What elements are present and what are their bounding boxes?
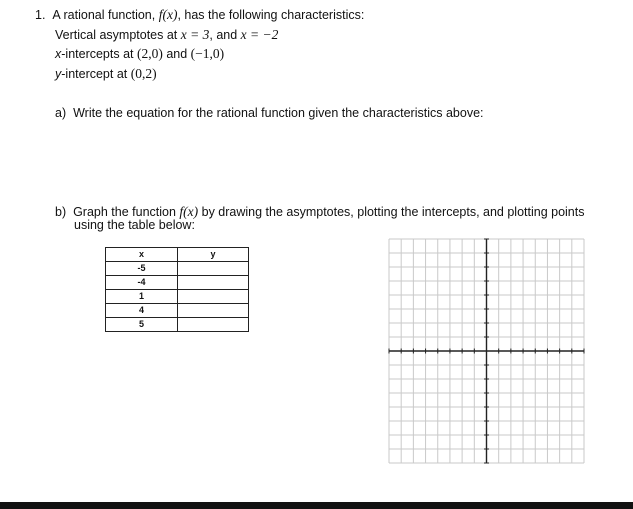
table-header-y: y [178,248,249,262]
asymptotes-label: Vertical asymptotes at [55,28,181,42]
asymptote-eq-1: x = 3 [180,27,210,42]
table-row [106,318,249,332]
problem-line-1 [35,7,364,23]
xint-var: x [55,47,62,61]
yint-var: y [55,67,62,81]
table-cell-y[interactable] [178,262,249,276]
table-cell-y[interactable] [178,318,249,332]
function-notation: f(x) [158,7,178,22]
table-row [106,276,249,290]
values-table [105,247,249,332]
axes [389,239,584,463]
yint-label: -intercept at [61,67,131,81]
table-cell-y[interactable] [178,276,249,290]
problem-number: 1. [35,8,46,22]
table-cell-x: -4 [106,276,178,290]
part-b-prompt-line-2 [74,218,195,233]
part-b-text-pre: Graph the function [73,205,180,219]
vertical-asymptotes-line [55,27,278,43]
xint-point-2: (−1,0) [190,46,225,61]
part-b-text-line2: using the table below: [74,218,195,232]
asymptote-eq-2: x = −2 [240,27,279,42]
problem-intro-post: , has the following characteristics: [177,8,365,22]
x-intercepts-line [55,46,224,62]
part-b-text-post: by drawing the asymptotes, plotting the intercepts, and plotting points [198,205,585,219]
table-cell-y[interactable] [178,304,249,318]
table-cell-x: 1 [106,290,178,304]
table-row [106,290,249,304]
part-a-text: Write the equation for the rational function given the characteristics above: [73,106,484,120]
table-header-row [106,248,249,262]
part-b-label: b) [55,205,67,219]
y-intercept-line [55,66,157,82]
table-cell-x: 5 [106,318,178,332]
coordinate-grid[interactable] [388,238,585,464]
problem-intro-pre: A rational function, [52,8,159,22]
table-row [106,262,249,276]
table-cell-x: -5 [106,262,178,276]
yint-point: (0,2) [130,66,157,81]
part-a-prompt [55,106,484,121]
part-a-label: a) [55,106,67,120]
table-cell-y[interactable] [178,290,249,304]
xint-point-1: (2,0) [136,46,163,61]
xint-and: and [162,47,191,61]
table-row [106,304,249,318]
table-header-x: x [106,248,178,262]
asymptote-join: , and [209,28,241,42]
xint-label: -intercepts at [61,47,137,61]
page-bottom-border [0,502,633,509]
part-b-function-notation: f(x) [179,204,199,219]
table-cell-x: 4 [106,304,178,318]
